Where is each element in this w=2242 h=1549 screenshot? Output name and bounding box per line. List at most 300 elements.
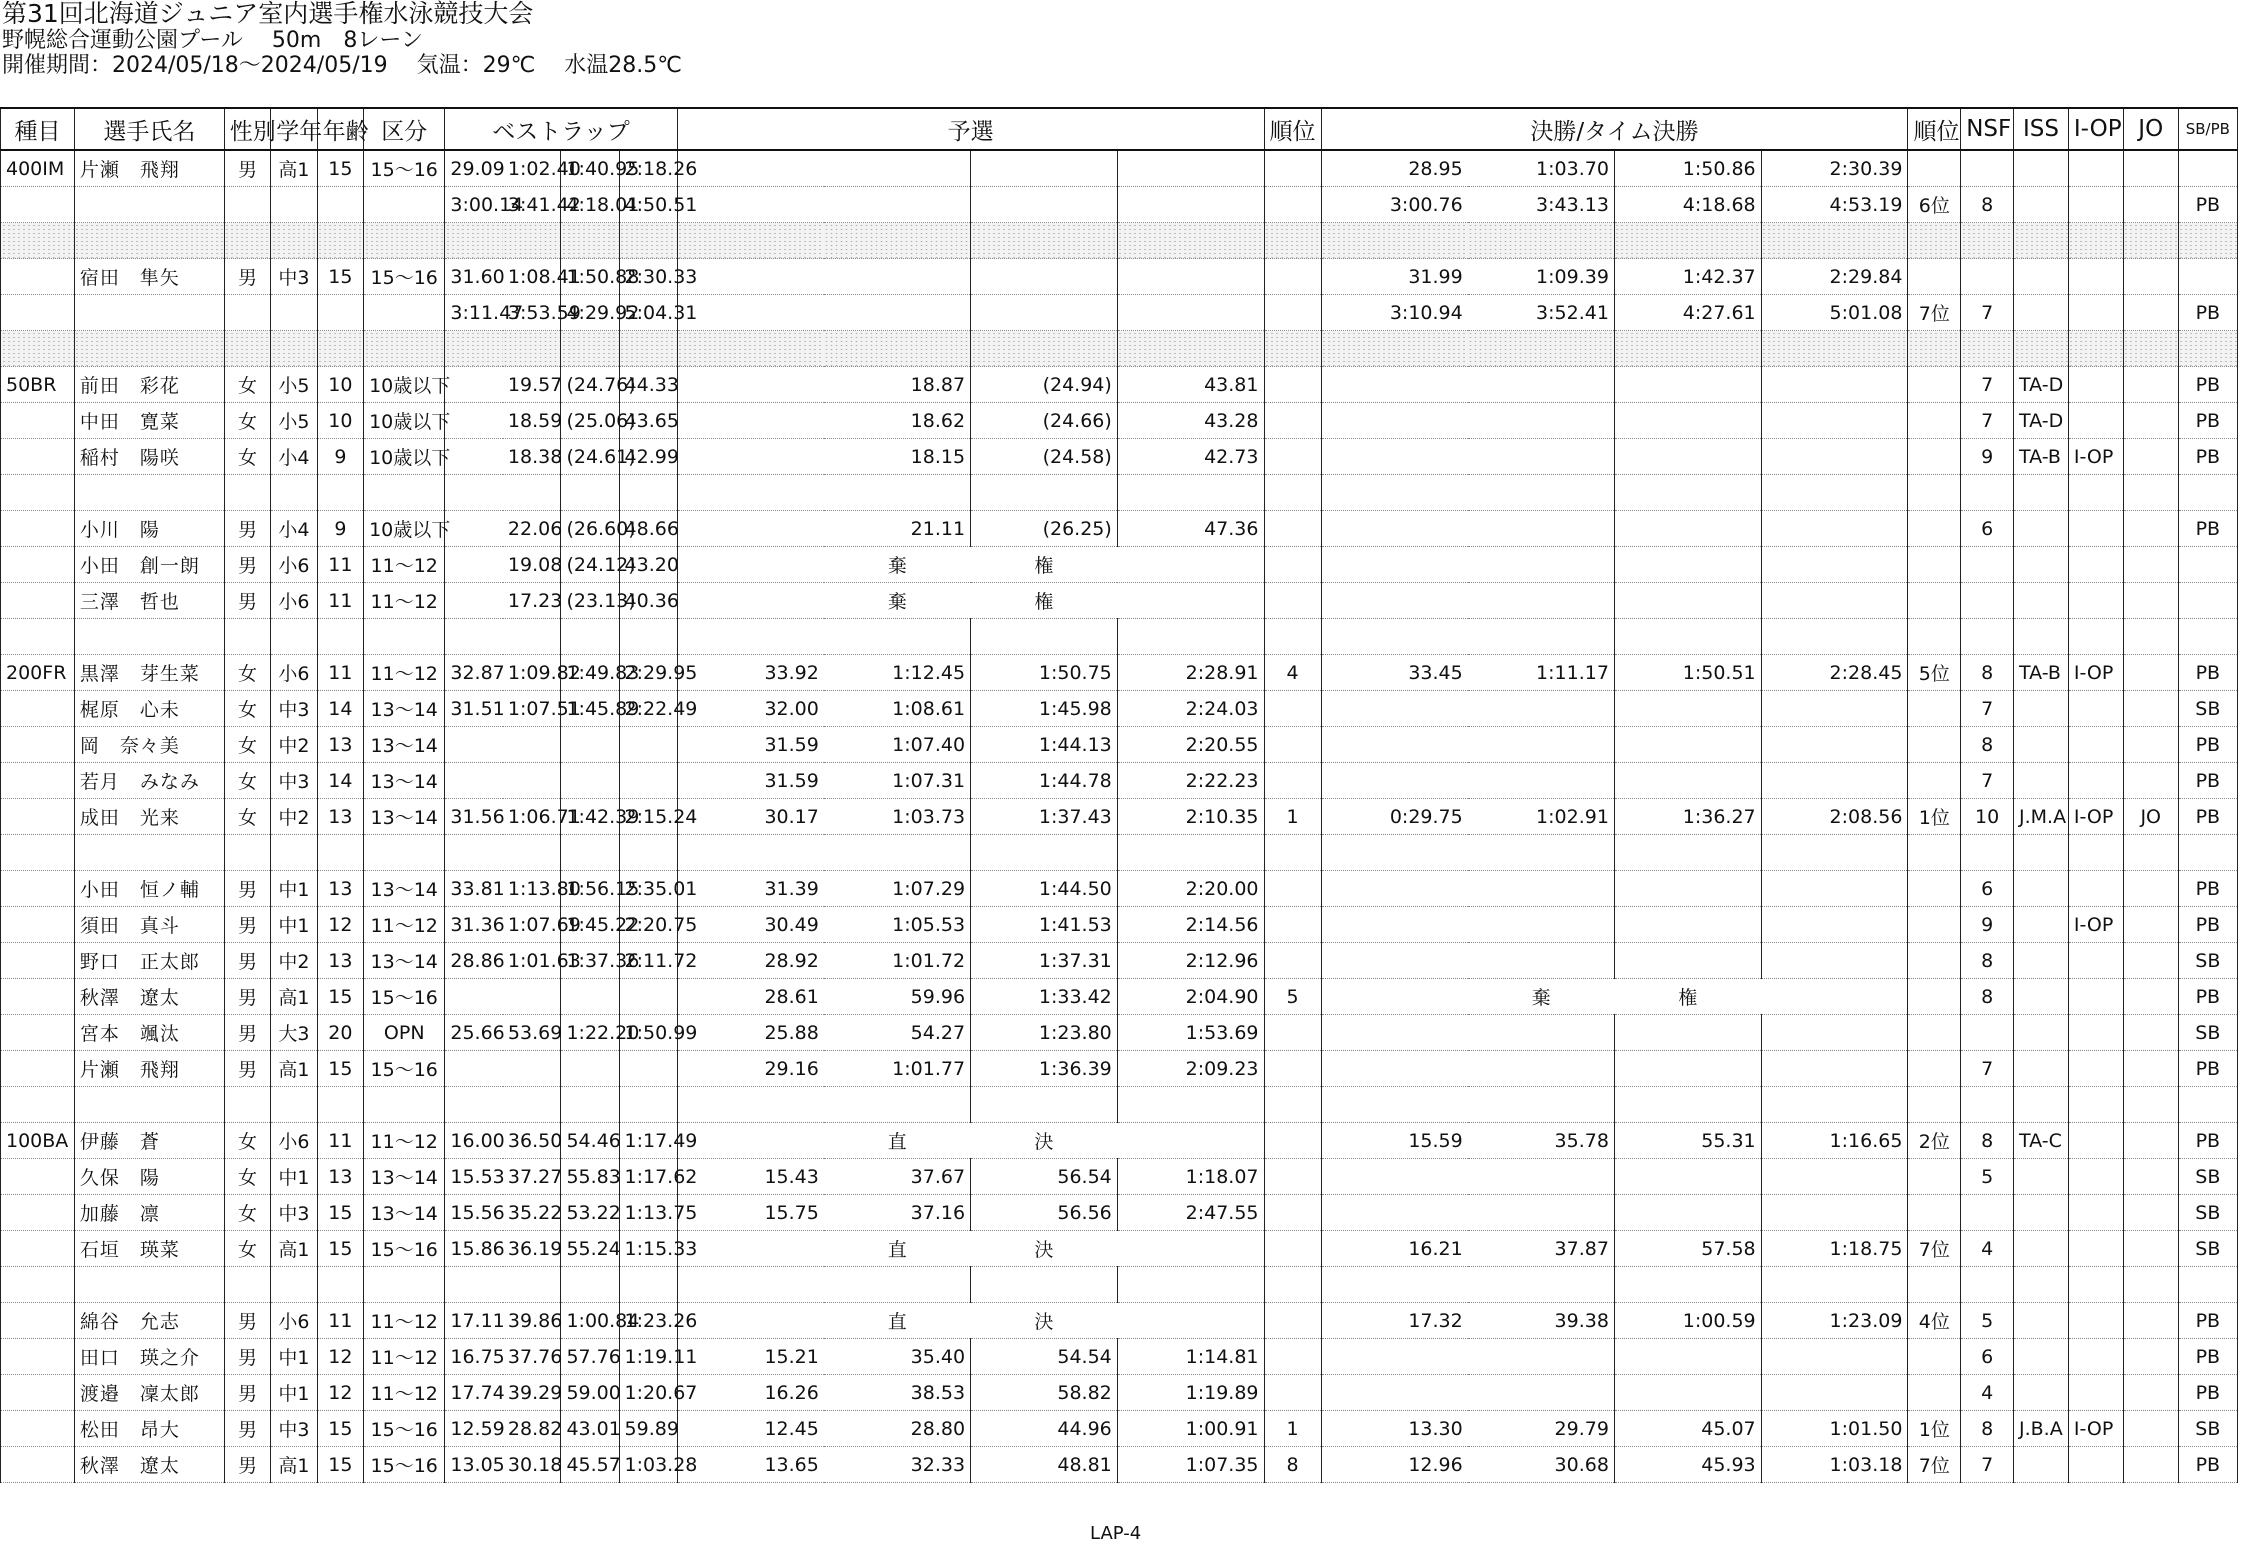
swimmer-name: 久保 陽 <box>74 1159 224 1195</box>
table-row <box>1 1195 2238 1231</box>
final-rank <box>1908 871 1961 907</box>
nsf-cell: 7 <box>1961 763 2014 799</box>
final-split: 15.59 <box>1321 1123 1468 1159</box>
nsf-cell: 8 <box>1961 727 2014 763</box>
empty-cell <box>271 835 317 871</box>
prelim-rank <box>1264 367 1321 403</box>
nsf-cell <box>1961 547 2014 583</box>
empty-cell <box>1321 619 1468 655</box>
best-lap-split: 45.57 <box>561 1447 619 1483</box>
iss-cell <box>2014 763 2069 799</box>
final-split <box>1614 1339 1761 1375</box>
nsf-cell: 8 <box>1961 979 2014 1015</box>
sex-cell: 男 <box>224 150 270 187</box>
best-lap-split: 57.76 <box>561 1339 619 1375</box>
prelim-rank <box>1264 511 1321 547</box>
prelim-rank <box>1264 295 1321 331</box>
final-split <box>1614 907 1761 943</box>
prelim-split: 43.28 <box>1117 403 1264 439</box>
table-row <box>1 295 2238 331</box>
final-split: 29.79 <box>1468 1411 1615 1447</box>
sb-pb-cell: PB <box>2178 1375 2237 1411</box>
age-cell: 15 <box>317 1447 363 1483</box>
prelim-split: 28.61 <box>677 979 824 1015</box>
empty-cell <box>445 1267 503 1303</box>
prelim-split: 1:00.91 <box>1117 1411 1264 1447</box>
best-lap-split: 59.00 <box>561 1375 619 1411</box>
prelim-split: 2:24.03 <box>1117 691 1264 727</box>
empty-cell <box>1961 331 2014 367</box>
final-rank: 7位 <box>1908 295 1961 331</box>
age-cell: 14 <box>317 691 363 727</box>
best-lap-split: 22.06 <box>503 511 561 547</box>
age-cell: 9 <box>317 511 363 547</box>
nsf-cell: 7 <box>1961 691 2014 727</box>
prelim-rank <box>1264 583 1321 619</box>
prelim-split <box>677 511 824 547</box>
col-iss: ISS <box>2014 108 2069 150</box>
prelim-split: 59.96 <box>824 979 971 1015</box>
swimmer-name: 加藤 凛 <box>74 1195 224 1231</box>
grade-cell: 中3 <box>271 259 317 295</box>
swimmer-name: 稲村 陽咲 <box>74 439 224 475</box>
final-split: 1:16.65 <box>1761 1123 1908 1159</box>
iop-cell <box>2068 1195 2123 1231</box>
swimmer-name: 中田 寛菜 <box>74 403 224 439</box>
prelim-rank: 4 <box>1264 655 1321 691</box>
nsf-cell: 10 <box>1961 799 2014 835</box>
empty-cell <box>1 475 75 511</box>
sb-pb-cell: PB <box>2178 1123 2237 1159</box>
final-split: 12.96 <box>1321 1447 1468 1483</box>
best-lap-split: 36.50 <box>503 1123 561 1159</box>
table-row <box>1 1051 2238 1087</box>
best-lap-split: 37.76 <box>503 1339 561 1375</box>
nsf-cell: 7 <box>1961 367 2014 403</box>
grade-cell <box>271 187 317 223</box>
final-split: 39.38 <box>1468 1303 1615 1339</box>
best-lap-split <box>561 763 619 799</box>
final-split <box>1761 1375 1908 1411</box>
empty-cell <box>561 1267 619 1303</box>
prelim-split: 31.59 <box>677 763 824 799</box>
prelim-split: 2:47.55 <box>1117 1195 1264 1231</box>
prelim-split: 35.40 <box>824 1339 971 1375</box>
nsf-cell <box>1961 150 2014 187</box>
empty-cell <box>317 1087 363 1123</box>
final-split <box>1761 691 1908 727</box>
best-lap-split: 1:13.80 <box>503 871 561 907</box>
empty-cell <box>1908 331 1961 367</box>
prelim-rank <box>1264 1051 1321 1087</box>
empty-cell <box>503 1267 561 1303</box>
final-split <box>1468 1015 1615 1051</box>
empty-cell <box>561 835 619 871</box>
best-lap-split: (24.61) <box>561 439 619 475</box>
empty-cell <box>74 835 224 871</box>
empty-cell <box>619 835 677 871</box>
empty-cell <box>1761 223 1908 259</box>
iop-cell <box>2068 691 2123 727</box>
age-cell: 14 <box>317 763 363 799</box>
age-cell: 15 <box>317 1231 363 1267</box>
jo-cell <box>2123 511 2178 547</box>
final-split: 30.68 <box>1468 1447 1615 1483</box>
final-split <box>1614 871 1761 907</box>
final-split <box>1468 403 1615 439</box>
class-cell <box>364 187 445 223</box>
separator-row <box>1 223 2238 259</box>
col-age: 年齢 <box>317 108 363 150</box>
age-cell: 15 <box>317 979 363 1015</box>
iss-cell <box>2014 1447 2069 1483</box>
age-cell: 12 <box>317 907 363 943</box>
col-iop: I-OP <box>2068 108 2123 150</box>
swimmer-name: 若月 みなみ <box>74 763 224 799</box>
prelim-split: 42.73 <box>1117 439 1264 475</box>
prelim-split: 1:07.29 <box>824 871 971 907</box>
final-split: 17.32 <box>1321 1303 1468 1339</box>
final-split <box>1761 367 1908 403</box>
sb-pb-cell: PB <box>2178 367 2237 403</box>
class-cell: 10歳以下 <box>364 367 445 403</box>
final-split <box>1321 943 1468 979</box>
empty-cell <box>1908 223 1961 259</box>
sex-cell: 女 <box>224 691 270 727</box>
empty-cell <box>1321 979 1468 1015</box>
empty-cell <box>271 475 317 511</box>
class-cell: 13～14 <box>364 943 445 979</box>
event-cell <box>1 1339 75 1375</box>
iop-cell <box>2068 1015 2123 1051</box>
iop-cell <box>2068 1159 2123 1195</box>
prelim-split: 1:44.13 <box>971 727 1118 763</box>
best-lap-split <box>445 979 503 1015</box>
swimmer-name: 小川 陽 <box>74 511 224 547</box>
event-cell <box>1 727 75 763</box>
final-split: 13.30 <box>1321 1411 1468 1447</box>
prelim-split: 2:10.35 <box>1117 799 1264 835</box>
event-cell <box>1 511 75 547</box>
best-lap-split: 1:19.11 <box>619 1339 677 1375</box>
age-cell <box>317 187 363 223</box>
iop-cell <box>2068 367 2123 403</box>
prelim-split: (24.66) <box>971 403 1118 439</box>
iss-cell: J.M.A <box>2014 799 2069 835</box>
prelim-rank <box>1264 1339 1321 1375</box>
best-lap-split <box>561 727 619 763</box>
prelim-split: 1:37.31 <box>971 943 1118 979</box>
jo-cell: JO <box>2123 799 2178 835</box>
empty-cell <box>1117 223 1264 259</box>
empty-cell <box>1761 835 1908 871</box>
grade-cell: 高1 <box>271 1447 317 1483</box>
empty-cell <box>364 1087 445 1123</box>
final-split <box>1761 727 1908 763</box>
best-lap-split <box>445 763 503 799</box>
sex-cell: 女 <box>224 1123 270 1159</box>
best-lap-split: 1:22.20 <box>561 1015 619 1051</box>
age-cell: 12 <box>317 1339 363 1375</box>
sb-pb-cell: PB <box>2178 1051 2237 1087</box>
jo-cell <box>2123 1159 2178 1195</box>
prelim-split <box>677 403 824 439</box>
empty-cell <box>1908 1087 1961 1123</box>
empty-cell <box>2068 223 2123 259</box>
prelim-split: 31.39 <box>677 871 824 907</box>
best-lap-split <box>619 763 677 799</box>
best-lap-split: 43.01 <box>561 1411 619 1447</box>
empty-cell <box>317 835 363 871</box>
table-row <box>1 403 2238 439</box>
final-rank <box>1908 150 1961 187</box>
jo-cell <box>2123 1339 2178 1375</box>
empty-cell <box>677 619 824 655</box>
prelim-split: 1:33.42 <box>971 979 1118 1015</box>
empty-cell <box>364 331 445 367</box>
final-rank <box>1908 727 1961 763</box>
empty-cell <box>561 475 619 511</box>
final-rank <box>1908 511 1961 547</box>
nsf-cell <box>1961 1195 2014 1231</box>
nsf-cell: 5 <box>1961 1303 2014 1339</box>
event-cell <box>1 1015 75 1051</box>
prelim-split: 1:53.69 <box>1117 1015 1264 1051</box>
class-cell: 13～14 <box>364 691 445 727</box>
final-split <box>1614 547 1761 583</box>
jo-cell <box>2123 943 2178 979</box>
prelim-split: (26.25) <box>971 511 1118 547</box>
best-lap-split <box>445 727 503 763</box>
class-cell: 15～16 <box>364 259 445 295</box>
empty-cell <box>1961 475 2014 511</box>
empty-cell <box>445 835 503 871</box>
prelim-split: 47.36 <box>1117 511 1264 547</box>
sb-pb-cell: SB <box>2178 1411 2237 1447</box>
final-rank <box>1908 1051 1961 1087</box>
best-lap-split <box>445 511 503 547</box>
sb-pb-cell <box>2178 259 2237 295</box>
class-cell: 13～14 <box>364 727 445 763</box>
swimmer-name: 梶原 心未 <box>74 691 224 727</box>
table-row <box>1 691 2238 727</box>
final-split: 3:10.94 <box>1321 295 1468 331</box>
final-rank <box>1908 367 1961 403</box>
prelim-rank: 5 <box>1264 979 1321 1015</box>
swimmer-name <box>74 295 224 331</box>
best-lap-split: 3:00.14 <box>445 187 503 223</box>
empty-cell <box>1468 223 1615 259</box>
prelim-rank <box>1264 259 1321 295</box>
best-lap-split: 1:15.33 <box>619 1231 677 1267</box>
empty-cell <box>1761 619 1908 655</box>
empty-cell <box>445 619 503 655</box>
table-row <box>1 979 2238 1015</box>
iop-cell <box>2068 1123 2123 1159</box>
empty-cell <box>317 619 363 655</box>
empty-cell <box>1961 1087 2014 1123</box>
table-row <box>1 547 2238 583</box>
nsf-cell: 6 <box>1961 871 2014 907</box>
nsf-cell: 7 <box>1961 295 2014 331</box>
final-split: 0:29.75 <box>1321 799 1468 835</box>
prelim-split <box>824 150 971 187</box>
grade-cell: 小6 <box>271 547 317 583</box>
prelim-split: 1:18.07 <box>1117 1159 1264 1195</box>
iop-cell <box>2068 727 2123 763</box>
prelim-rank <box>1264 1159 1321 1195</box>
empty-cell <box>1761 979 1908 1015</box>
jo-cell <box>2123 1375 2178 1411</box>
prelim-split: 18.15 <box>824 439 971 475</box>
event-cell <box>1 943 75 979</box>
status-mark: 直 <box>887 1239 907 1261</box>
sex-cell: 男 <box>224 1303 270 1339</box>
best-lap-split: 2:35.01 <box>619 871 677 907</box>
event-cell <box>1 295 75 331</box>
best-lap-split <box>619 979 677 1015</box>
best-lap-split: 3:41.42 <box>503 187 561 223</box>
prelim-split: 2:22.23 <box>1117 763 1264 799</box>
best-lap-split: 12.59 <box>445 1411 503 1447</box>
empty-cell <box>824 835 971 871</box>
final-split: 16.21 <box>1321 1231 1468 1267</box>
best-lap-split <box>619 1051 677 1087</box>
prelim-split: 28.92 <box>677 943 824 979</box>
table-row <box>1 367 2238 403</box>
best-lap-split: 1:45.22 <box>561 907 619 943</box>
empty-cell <box>677 583 824 619</box>
prelim-split <box>971 259 1118 295</box>
final-split: 3:00.76 <box>1321 187 1468 223</box>
empty-cell <box>2123 835 2178 871</box>
event-cell <box>1 1303 75 1339</box>
best-lap-split: 1:20.67 <box>619 1375 677 1411</box>
prelim-split: 18.62 <box>824 403 971 439</box>
grade-cell: 小4 <box>271 511 317 547</box>
best-lap-split <box>445 439 503 475</box>
iss-cell <box>2014 943 2069 979</box>
swimmer-name: 野口 正太郎 <box>74 943 224 979</box>
prelim-split <box>824 187 971 223</box>
prelim-split: 1:07.31 <box>824 763 971 799</box>
prelim-split: 1:50.75 <box>971 655 1118 691</box>
final-split <box>1614 691 1761 727</box>
best-lap-split: 33.81 <box>445 871 503 907</box>
best-lap-split: 4:18.01 <box>561 187 619 223</box>
best-lap-split: 1:50.99 <box>619 1015 677 1051</box>
empty-cell <box>445 331 503 367</box>
event-cell <box>1 763 75 799</box>
final-rank <box>1908 763 1961 799</box>
best-lap-split <box>561 979 619 1015</box>
final-split: 2:29.84 <box>1761 259 1908 295</box>
sb-pb-cell: PB <box>2178 763 2237 799</box>
best-lap-split: 1:56.15 <box>561 871 619 907</box>
final-rank <box>1908 1015 1961 1051</box>
grade-cell: 中2 <box>271 727 317 763</box>
sex-cell: 女 <box>224 403 270 439</box>
final-split: 4:18.68 <box>1614 187 1761 223</box>
sex-cell: 女 <box>224 1159 270 1195</box>
best-lap-split <box>445 403 503 439</box>
final-split: 45.07 <box>1614 1411 1761 1447</box>
final-rank <box>1908 547 1961 583</box>
final-split: 1:42.37 <box>1614 259 1761 295</box>
prelim-rank <box>1264 1231 1321 1267</box>
best-lap-split: 1:06.71 <box>503 799 561 835</box>
swimmer-name: 三澤 哲也 <box>74 583 224 619</box>
grade-cell: 小6 <box>271 655 317 691</box>
best-lap-split <box>619 727 677 763</box>
best-lap-split: 1:40.95 <box>561 150 619 187</box>
prelim-rank: 8 <box>1264 1447 1321 1483</box>
final-split <box>1614 403 1761 439</box>
empty-cell <box>74 619 224 655</box>
empty-cell <box>561 619 619 655</box>
sb-pb-cell: PB <box>2178 187 2237 223</box>
table-row <box>1 1303 2238 1339</box>
prelim-split: 2:04.90 <box>1117 979 1264 1015</box>
sex-cell: 女 <box>224 763 270 799</box>
best-lap-split: 2:11.72 <box>619 943 677 979</box>
status-mark: 決 <box>1034 1239 1054 1261</box>
col-final-rank: 順位 <box>1908 108 1961 150</box>
empty-cell <box>317 223 363 259</box>
iss-cell <box>2014 1051 2069 1087</box>
best-lap-split: 35.22 <box>503 1195 561 1231</box>
event-cell <box>1 799 75 835</box>
empty-cell <box>224 835 270 871</box>
empty-cell <box>677 547 824 583</box>
empty-cell <box>677 1231 824 1267</box>
best-lap-split: 1:45.89 <box>561 691 619 727</box>
final-split <box>1321 1339 1468 1375</box>
prelim-split: 2:09.23 <box>1117 1051 1264 1087</box>
empty-cell <box>1468 1267 1615 1303</box>
sex-cell: 男 <box>224 547 270 583</box>
final-split <box>1614 1051 1761 1087</box>
table-row <box>1 583 2238 619</box>
empty-cell <box>1321 223 1468 259</box>
prelim-rank <box>1264 691 1321 727</box>
nsf-cell: 8 <box>1961 1411 2014 1447</box>
iss-cell <box>2014 1231 2069 1267</box>
final-split: 1:18.75 <box>1761 1231 1908 1267</box>
final-split: 1:03.70 <box>1468 150 1615 187</box>
final-split: 4:53.19 <box>1761 187 1908 223</box>
jo-cell <box>2123 259 2178 295</box>
final-split <box>1321 583 1468 619</box>
best-lap-split: 31.51 <box>445 691 503 727</box>
empty-cell <box>2178 331 2237 367</box>
iss-cell <box>2014 1159 2069 1195</box>
empty-cell <box>2014 1267 2069 1303</box>
empty-cell <box>2178 1267 2237 1303</box>
sex-cell: 男 <box>224 1447 270 1483</box>
final-split <box>1614 583 1761 619</box>
empty-cell <box>1264 475 1321 511</box>
empty-cell <box>1614 835 1761 871</box>
iop-cell <box>2068 1051 2123 1087</box>
empty-cell <box>1468 331 1615 367</box>
empty-cell <box>2123 223 2178 259</box>
final-split: 3:43.13 <box>1468 187 1615 223</box>
prelim-split: 37.67 <box>824 1159 971 1195</box>
table-row <box>1 763 2238 799</box>
sex-cell: 男 <box>224 943 270 979</box>
age-cell: 13 <box>317 871 363 907</box>
